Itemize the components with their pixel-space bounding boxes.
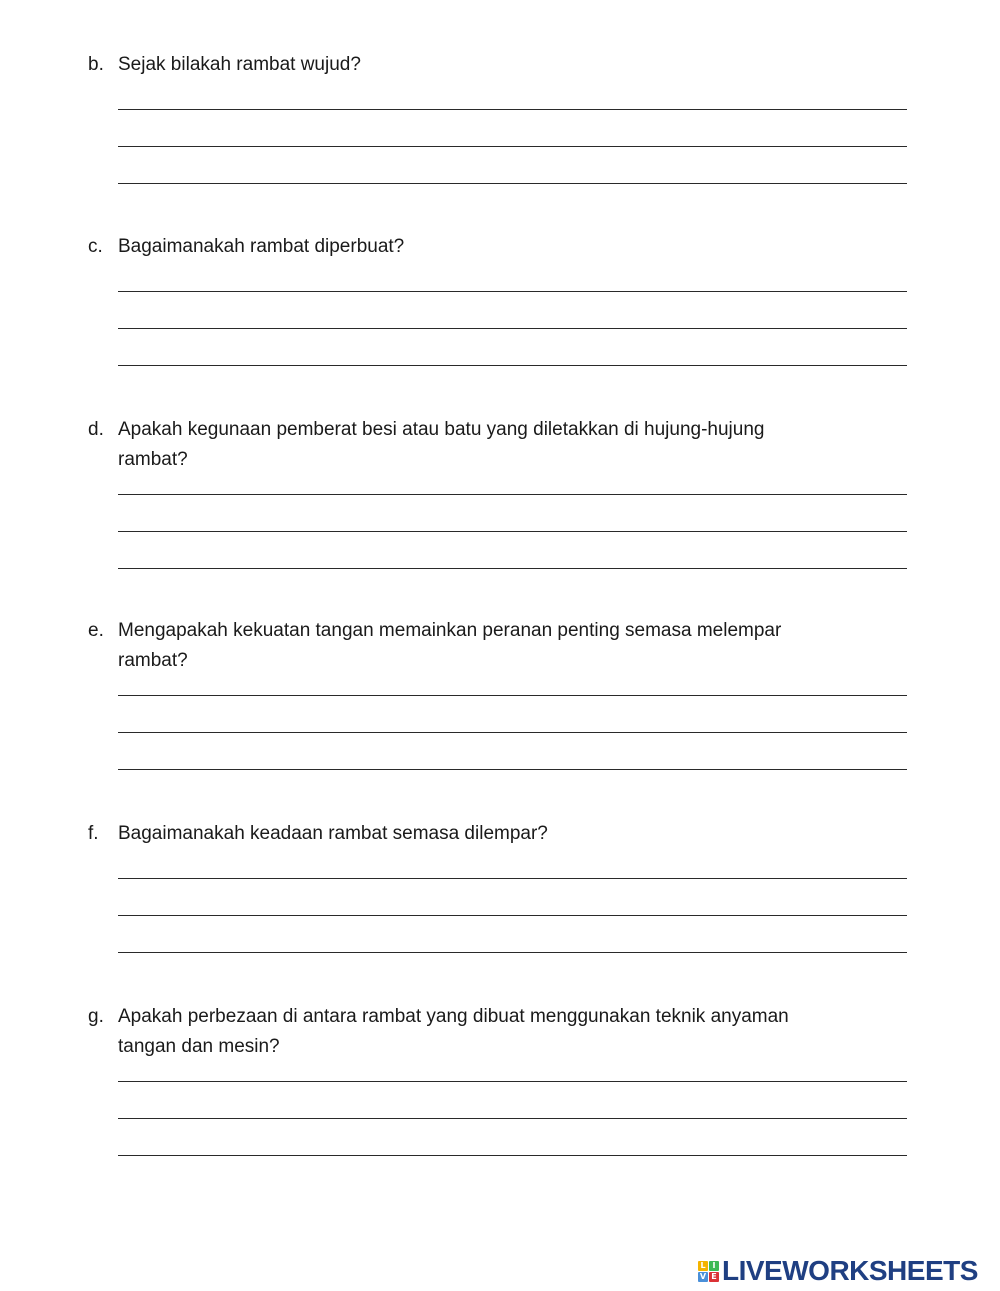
question-letter: g. [88,1006,104,1027]
answer-line[interactable] [118,328,907,329]
answer-line[interactable] [118,531,907,532]
liveworksheets-logo [698,1256,978,1286]
answer-line[interactable] [118,365,907,366]
logo-mark-letter: L [698,1261,708,1271]
question-text: Apakah perbezaan di antara rambat yang dibuat menggunakan teknik anyaman tangan dan mesin? [118,1006,789,1057]
logo-text: LIVEWORKSHEETS [722,1255,978,1286]
question-text: Sejak bilakah rambat wujud? [118,54,361,75]
answer-line[interactable] [118,769,907,770]
logo-mark-letter: I [709,1261,719,1271]
logo-mark-letter: V [699,1271,707,1281]
question-text: Apakah kegunaan pemberat besi atau batu yang diletakkan di hujung-hujung rambat? [118,419,765,470]
answer-line[interactable] [118,183,907,184]
question-text: Bagaimanakah keadaan rambat semasa dilempar? [118,823,548,844]
answer-line[interactable] [118,952,907,953]
question-text: Bagaimanakah rambat diperbuat? [118,236,405,257]
answer-line[interactable] [118,291,907,292]
answer-line[interactable] [118,1155,907,1156]
answer-line[interactable] [118,109,907,110]
question-letter: e. [88,620,104,641]
answer-line[interactable] [118,878,907,879]
answer-line[interactable] [118,1081,907,1082]
question-text: Mengapakah kekuatan tangan memainkan peranan penting semasa melempar rambat? [118,620,782,671]
logo-mark-letter: E [709,1272,719,1282]
answer-line[interactable] [118,494,907,495]
answer-line[interactable] [118,146,907,147]
answer-line[interactable] [118,695,907,696]
question-letter: c. [88,236,103,257]
question-letter: d. [88,419,104,440]
logo-mark-icon [698,1261,719,1282]
question-letter: f. [88,823,99,844]
answer-line[interactable] [118,732,907,733]
question-letter: b. [88,54,104,75]
answer-line[interactable] [118,915,907,916]
answer-line[interactable] [118,1118,907,1119]
answer-line[interactable] [118,568,907,569]
